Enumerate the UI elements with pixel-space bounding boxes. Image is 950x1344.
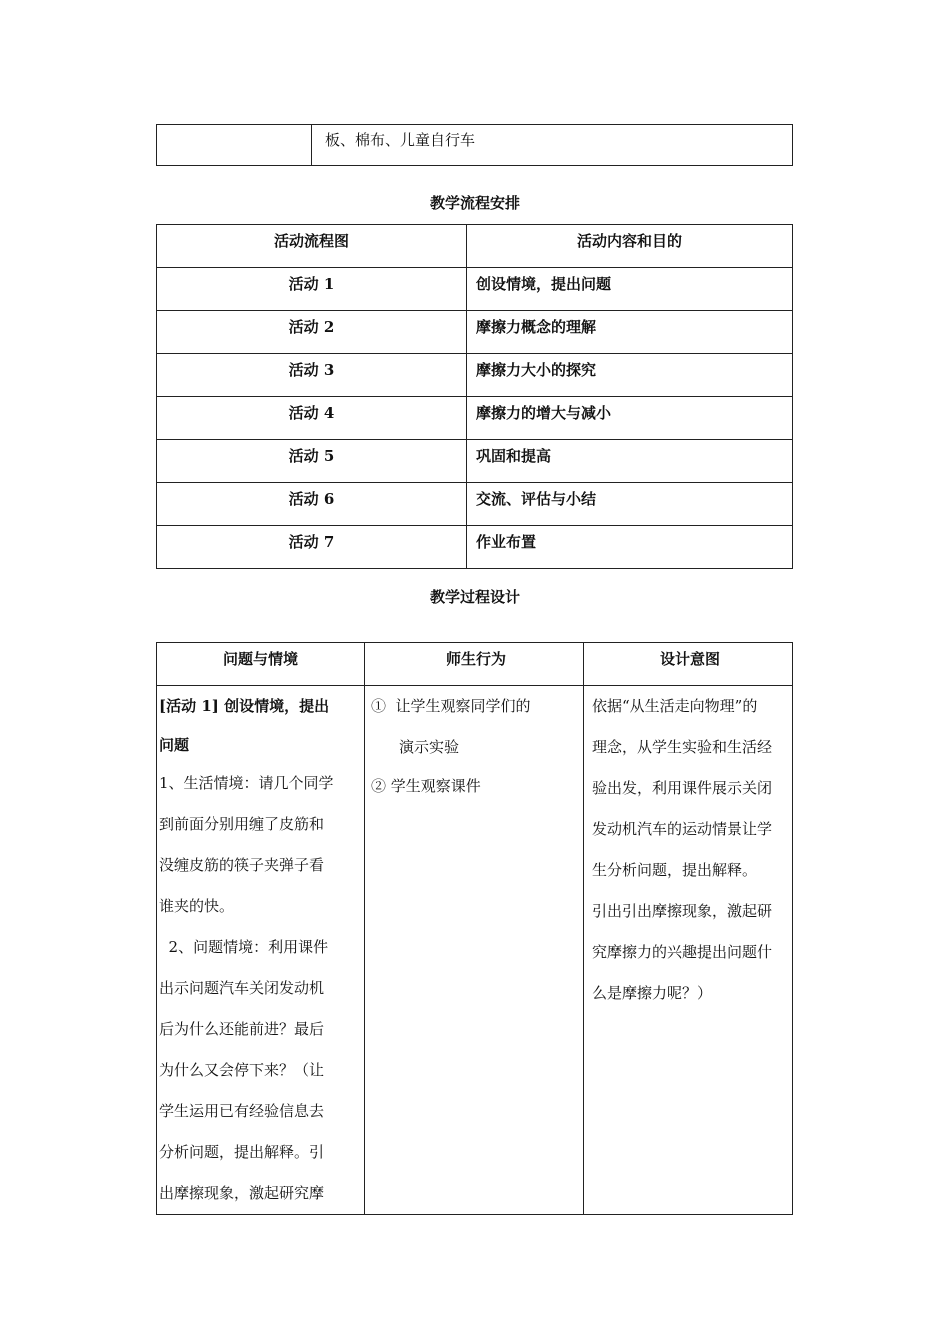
flow-header-activity: 活动流程图 [157,225,467,268]
table-row [157,440,793,483]
intent-cell [584,686,793,1215]
situation-line: 学生运用已有经验信息去 [159,1102,325,1120]
situation-line: 1、生活情境：请几个同学 [159,774,334,792]
materials-label-cell [157,125,312,166]
flow-activity: 活动 5 [157,440,467,483]
process-heading: 教学过程设计 [429,588,520,606]
flow-activity: 活动 2 [157,311,467,354]
materials-table-continuation [156,124,793,166]
activity-title-cont: 问题 [159,736,190,754]
table-row [157,686,793,1215]
situation-line: 后为什么还能前进？最后 [159,1020,325,1038]
intent-line: 发动机汽车的运动情景让学 [592,820,773,838]
flow-header-row [157,225,793,268]
process-header-behavior: 师生行为 [365,643,584,686]
process-header-row [157,643,793,686]
situation-line: 出摩擦现象，激起研究摩 [159,1184,325,1202]
flow-heading: 教学流程安排 [429,194,520,212]
behavior-cell [365,686,584,1215]
table-row [157,311,793,354]
process-table [156,642,793,1215]
process-header-intent: 设计意图 [584,643,793,686]
behavior-item-cont: 演示实验 [399,738,460,756]
intent-line: 理念，从学生实验和生活经 [592,738,773,756]
intent-line: 引出引出摩擦现象，激起研 [592,902,773,920]
situation-line: 没缠皮筋的筷子夹弹子看 [159,856,325,874]
intent-line: 究摩擦力的兴趣提出问题什 [592,943,773,961]
situation-cell [157,686,365,1215]
situation-line: 为什么又会停下来？（让 [159,1061,325,1079]
intent-line: 生分析问题，提出解释。 [592,861,758,879]
flow-content: 创设情境，提出问题 [467,268,793,311]
flow-activity: 活动 4 [157,397,467,440]
table-row [157,354,793,397]
flow-activity: 活动 1 [157,268,467,311]
table-row [157,483,793,526]
intent-line: 依据“从生活走向物理”的 [592,697,758,715]
flow-content: 巩固和提高 [467,440,793,483]
situation-line: 出示问题汽车关闭发动机 [159,979,325,997]
situation-line: 2、问题情境：利用课件 [159,938,329,956]
materials-value-cell: 板、棉布、儿童自行车 [312,125,793,166]
process-header-situation: 问题与情境 [157,643,365,686]
flow-activity: 活动 7 [157,526,467,569]
behavior-item: ② 学生观察课件 [371,777,481,795]
situation-line: 到前面分别用缠了皮筋和 [159,815,325,833]
flow-header-content: 活动内容和目的 [467,225,793,268]
flow-content: 作业布置 [467,526,793,569]
activity-title: [活动 1] 创设情境，提出 [159,697,330,715]
flow-content: 摩擦力概念的理解 [467,311,793,354]
flow-content: 摩擦力的增大与减小 [467,397,793,440]
situation-line: 分析问题，提出解释。引 [159,1143,325,1161]
flow-activity: 活动 6 [157,483,467,526]
flow-content: 交流、评估与小结 [467,483,793,526]
table-row [157,526,793,569]
table-row [157,397,793,440]
intent-line: 验出发，利用课件展示关闭 [592,779,773,797]
situation-line: 谁夹的快。 [159,897,235,915]
intent-line: 么是摩擦力呢？） [592,984,713,1002]
flow-table [156,224,793,569]
flow-content: 摩擦力大小的探究 [467,354,793,397]
flow-activity: 活动 3 [157,354,467,397]
behavior-item: ① 让学生观察同学们的 [371,697,531,715]
table-row [157,268,793,311]
